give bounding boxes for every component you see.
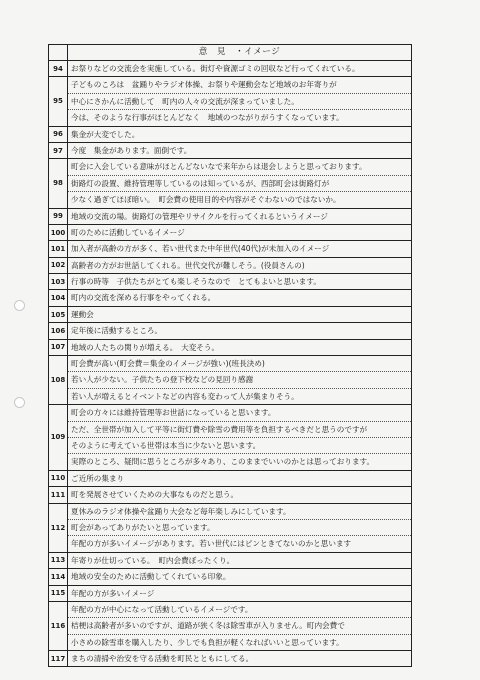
table-row [49, 77, 411, 126]
row-comment [68, 487, 411, 502]
table-row [49, 602, 411, 651]
header-number-cell [49, 45, 68, 60]
comment-line: 町会の方々には維持管理等お世話になっていると思います。 [68, 405, 411, 421]
comment-line: 夏休みのラジオ体操や盆踊り大会など毎年楽しみにしています。 [68, 504, 411, 520]
row-comment [68, 586, 411, 601]
comment-line: 定年後に活動するところ。 [71, 326, 163, 336]
comment-line: 若い人が少ない。子供たちの登下校などの見回り感謝 [68, 372, 411, 388]
row-comment [68, 504, 411, 552]
table-row [49, 307, 411, 323]
comment-line: 運動会 [71, 309, 94, 319]
row-comment [68, 225, 411, 240]
row-number: 97 [49, 143, 68, 158]
comment-line: ご近所の集まり [71, 473, 125, 483]
comment-line: 実際のところ、疑問に思うところが多々あり、このままでいいのかとは思っております。 [71, 457, 375, 467]
comment-line: 街路灯の設置、維持管理等しているのは知っているが、西部町会は街路灯が [68, 176, 411, 192]
table-row [49, 340, 411, 356]
row-comment [68, 258, 411, 273]
comment-line: 年寄りが仕切っている。 町内会費ぼったくり。 [71, 555, 235, 565]
comment-line: 桔梗は高齢者が多いのですが、道路が狭く冬は除雪車が入りません。町内会費で [68, 618, 411, 634]
row-number: 116 [49, 602, 68, 650]
table-row [49, 356, 411, 405]
table-row [49, 586, 411, 602]
row-number: 112 [49, 504, 68, 552]
table-row [49, 471, 411, 487]
row-number: 107 [49, 340, 68, 355]
table-row [49, 504, 411, 553]
row-comment [68, 290, 411, 305]
row-number: 114 [49, 569, 68, 584]
punch-hole [14, 300, 25, 311]
row-comment [68, 602, 411, 650]
row-comment [68, 356, 411, 404]
row-comment [68, 274, 411, 289]
table-row [49, 209, 411, 225]
row-comment [68, 241, 411, 256]
row-number: 98 [49, 159, 68, 207]
table-body [49, 61, 411, 666]
table-row [49, 258, 411, 274]
comment-line: まちの清掃や治安を守る活動を町民とともにしてる。 [71, 654, 254, 664]
comment-line: 町会があってありがたいと思っています。 [68, 520, 411, 536]
table-row [49, 553, 411, 569]
row-number: 101 [49, 241, 68, 256]
comment-line: 地域の安全のために活動してくれている印象。 [71, 572, 231, 582]
comment-line: 高齢者の方がお世話してくれる。世代交代が難しそう。(役員さんの) [71, 260, 305, 270]
row-number: 111 [49, 487, 68, 502]
comment-line: 集金が大変でした。 [71, 129, 140, 139]
table-row [49, 159, 411, 208]
row-number: 102 [49, 258, 68, 273]
row-comment [68, 77, 411, 125]
opinion-table [48, 44, 412, 667]
row-comment [68, 127, 411, 142]
row-number: 100 [49, 225, 68, 240]
comment-line: 年配の方が中心になって活動しているイメージです。 [68, 602, 411, 618]
comment-line: 町会に入会している意味がほとんどないなで来年からは退会しようと思っております。 [68, 159, 411, 175]
table-row [49, 241, 411, 257]
row-comment [68, 209, 411, 224]
comment-line: 町内の交流を深める行事をやってくれる。 [71, 293, 216, 303]
comment-line: 今度 集金があります。面倒です。 [71, 145, 192, 155]
table-row [49, 405, 411, 471]
row-comment [68, 471, 411, 486]
comment-line: 若い人が増えるとイベントなどの内容も変わって人が集まりそう。 [71, 391, 299, 401]
row-number: 104 [49, 290, 68, 305]
row-number: 94 [49, 61, 68, 76]
row-comment [68, 340, 411, 355]
row-number: 96 [49, 127, 68, 142]
table-row [49, 61, 411, 77]
row-number: 108 [49, 356, 68, 404]
row-comment [68, 143, 411, 158]
row-comment [68, 61, 411, 76]
comment-line: そのように考えている世帯は本当に少ないと思います。 [68, 438, 411, 454]
comment-line: お祭りなどの交流会を実施している。街灯や資源ゴミの回収など行ってくれている。 [71, 64, 360, 73]
table-header [49, 45, 411, 61]
comment-line: 行事の時等 子供たちがとても楽しそうなので とてもよいと思います。 [71, 277, 321, 287]
comment-line: 今は、そのような行事がほとんどなく 地域のつながりがうすくなっています。 [71, 113, 344, 123]
row-number: 110 [49, 471, 68, 486]
row-comment [68, 159, 411, 207]
row-number: 105 [49, 307, 68, 322]
comment-line: 子どものころは 盆踊りやラジオ体操、お祭りや運動会など地域のお年寄りが [68, 77, 411, 93]
row-number: 109 [49, 405, 68, 470]
comment-line: 町を発展させていくための大事なものだと思う。 [71, 490, 239, 500]
table-row [49, 323, 411, 339]
comment-line: 地域の人たちの関りが増える。 大変そう。 [71, 342, 220, 352]
row-number: 115 [49, 586, 68, 601]
row-number: 113 [49, 553, 68, 568]
row-number: 106 [49, 323, 68, 338]
row-comment [68, 323, 411, 338]
table-row [49, 569, 411, 585]
row-comment [68, 405, 411, 470]
punch-hole [14, 397, 25, 408]
header-title: 意 見 ・イメージ [198, 47, 281, 57]
row-number: 103 [49, 274, 68, 289]
row-comment [68, 307, 411, 322]
row-number: 95 [49, 77, 68, 125]
table-row [49, 127, 411, 143]
table-row [49, 487, 411, 503]
row-comment [68, 553, 411, 568]
row-comment [68, 651, 411, 666]
comment-line: 小さめの除雪車を購入したり、少しでも負担が軽くなればいいと思っています。 [71, 637, 344, 647]
comment-line: 町のために活動しているイメージ [71, 227, 185, 237]
comment-line: 少なく過ぎてほぼ暗い。 町会費の使用目的や内容がそぐわないのではないか。 [71, 195, 341, 205]
table-row [49, 225, 411, 241]
table-row [49, 290, 411, 306]
comment-line: 町会費が高い(町会費＝集金のイメージが強い)(班長決め) [68, 356, 411, 372]
row-comment [68, 569, 411, 584]
row-number: 117 [49, 651, 68, 666]
comment-line: 年配の方が多いイメージ [71, 588, 155, 598]
comment-line: 中心にさかんに活動して 町内の人々の交流が深まっていました。 [68, 94, 411, 110]
table-row [49, 274, 411, 290]
comment-line: 加入者が高齢の方が多く、若い世代また中年世代(40代)が未加入のイメージ [71, 244, 330, 254]
comment-line: 年配の方が多いイメージがあります。若い世代にはピンときてないのかと思います [71, 539, 352, 549]
table-row [49, 143, 411, 159]
table-row [49, 651, 411, 666]
row-number: 99 [49, 209, 68, 224]
comment-line: ただ、全世帯が加入して平等に街灯費や除雪の費用等を負担するべきだと思うのですが [68, 422, 411, 438]
comment-line: 地域の交流の場。街路灯の管理やリサイクルを行ってくれるというイメージ [71, 211, 328, 221]
